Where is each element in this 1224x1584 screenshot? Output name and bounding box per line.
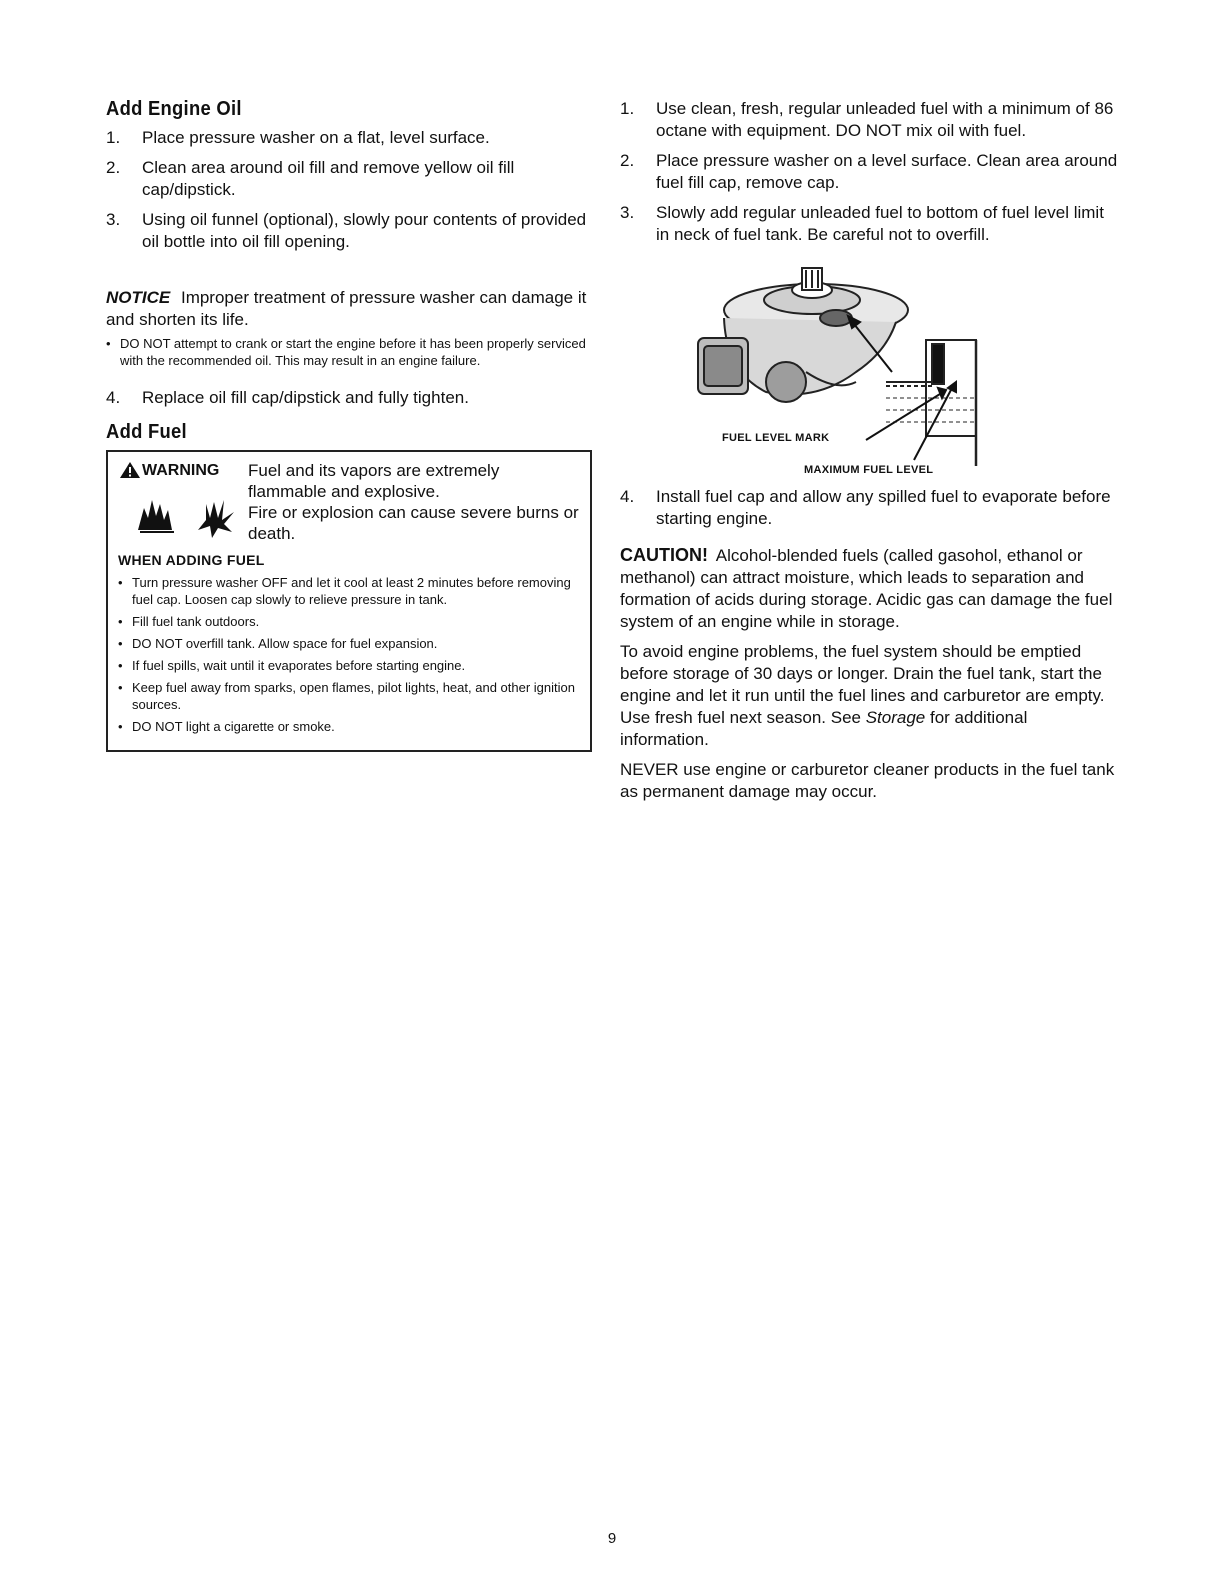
- bullet-text: DO NOT overfill tank. Allow space for fuel expansion.: [132, 636, 438, 651]
- warning-header: [118, 460, 580, 544]
- bullet-text: Turn pressure washer OFF and let it cool at least 2 minutes before removing fuel cap. Loosen cap slowly to relieve pressure in tank.: [132, 575, 571, 607]
- storage-reference: Storage: [865, 708, 926, 727]
- warning-line-1: Fuel and its vapors are extremely flammable and explosive.: [248, 461, 500, 501]
- notice-bullet-text: DO NOT attempt to crank or start the engine before it has been properly serviced with the recommended oil. This may result in an engine failure.: [120, 336, 586, 368]
- list-item: • If fuel spills, wait until it evaporates before starting engine.: [118, 658, 466, 673]
- bullet-text: If fuel spills, wait until it evaporates before starting engine.: [132, 658, 466, 673]
- step-number: 1.: [106, 128, 121, 147]
- fuel-level-mark-label: FUEL LEVEL MARK: [722, 432, 830, 444]
- step-number: 4.: [106, 388, 121, 407]
- warning-icons: [118, 460, 248, 540]
- warning-line-2: Fire or explosion can cause severe burns or death.: [248, 503, 579, 543]
- oil-step-1: [106, 127, 592, 149]
- step-text: Slowly add regular unleaded fuel to bottom of fuel level limit in neck of fuel tank. Be careful not to overfill.: [656, 203, 1104, 244]
- list-item: • DO NOT overfill tank. Allow space for fuel expansion.: [118, 636, 438, 651]
- fuel-neck-detail: [886, 340, 976, 466]
- bullet-text: Fill fuel tank outdoors.: [132, 614, 260, 629]
- engine-illustration: [686, 262, 996, 478]
- warning-word: WARNING: [142, 462, 220, 479]
- step-text: Using oil funnel (optional), slowly pour contents of provided oil bottle into oil fill opening.: [142, 210, 587, 251]
- fuel-step-4: [620, 486, 1120, 530]
- list-item: • Turn pressure washer OFF and let it cool at least 2 minutes before removing fuel cap. Loosen cap slowly to relieve pressure in tank.: [118, 574, 580, 608]
- caution-label: CAUTION!: [620, 545, 708, 565]
- warning-box: [106, 450, 592, 752]
- engine-fuel-level-figure: [686, 262, 996, 478]
- list-item: • Fill fuel tank outdoors.: [118, 614, 260, 629]
- step-number: 4.: [620, 487, 635, 506]
- engine-icon: [698, 268, 908, 402]
- warning-messages: [248, 460, 580, 544]
- step-number: 3.: [106, 210, 121, 229]
- storage-paragraph: [620, 641, 1120, 751]
- bullet-text: Keep fuel away from sparks, open flames, pilot lights, heat, and other ignition sources.: [132, 680, 575, 712]
- caution-text: Alcohol-blended fuels (called gasohol, ethanol or methanol) can attract moisture, which leads to separation and formation of acids during storage. Acidic gas can damage the fuel system of an engine while in storage.: [620, 546, 1113, 631]
- add-engine-oil-heading: Add Engine Oil: [106, 98, 242, 120]
- bullet-text: DO NOT light a cigarette or smoke.: [132, 719, 335, 734]
- step-text: Place pressure washer on a flat, level surface.: [142, 128, 490, 147]
- list-item: • DO NOT attempt to crank or start the engine before it has been properly serviced with the recommended oil. This may result in an engine failure.: [106, 335, 592, 369]
- caution-paragraph: [620, 544, 1120, 633]
- fuel-step-1: [620, 98, 1120, 142]
- oil-step-4: [106, 387, 592, 409]
- list-item: • Keep fuel away from sparks, open flames, pilot lights, heat, and other ignition sources.: [118, 679, 580, 713]
- never-paragraph: NEVER use engine or carburetor cleaner products in the fuel tank as permanent damage may occur.: [620, 760, 1115, 801]
- fire-icon: [138, 500, 174, 532]
- maximum-fuel-level-label: MAXIMUM FUEL LEVEL: [804, 464, 934, 476]
- list-item: • DO NOT light a cigarette or smoke.: [118, 719, 335, 734]
- fuel-step-3: [620, 202, 1120, 246]
- oil-step-2: [106, 157, 592, 201]
- notice-bullets: [106, 335, 592, 369]
- step-number: 2.: [620, 151, 635, 170]
- step-number: 2.: [106, 158, 121, 177]
- page-number: 9: [607, 1530, 617, 1547]
- add-fuel-heading: Add Fuel: [106, 421, 187, 443]
- oil-step-3: [106, 209, 592, 253]
- step-number: 1.: [620, 99, 635, 118]
- when-adding-fuel-heading: WHEN ADDING FUEL: [118, 552, 265, 568]
- right-column: [620, 98, 1120, 811]
- warning-bullets: [118, 574, 580, 735]
- step-text: Place pressure washer on a level surface. Clean area around fuel fill cap, remove cap.: [656, 151, 1118, 192]
- notice-label: NOTICE: [106, 288, 171, 307]
- fuel-step-2: [620, 150, 1120, 194]
- notice-text: Improper treatment of pressure washer can damage it and shorten its life.: [106, 288, 587, 329]
- arrow-icon: [848, 316, 956, 460]
- step-text: Install fuel cap and allow any spilled fuel to evaporate before starting engine.: [656, 487, 1111, 528]
- step-text: Use clean, fresh, regular unleaded fuel with a minimum of 86 octane with equipment. DO NOT mix oil with fuel.: [656, 99, 1114, 140]
- alert-triangle-icon: [120, 462, 140, 478]
- step-text: Replace oil fill cap/dipstick and fully tighten.: [142, 388, 469, 407]
- storage-text-after: for additional information.: [620, 708, 1028, 749]
- notice-block: [106, 287, 592, 369]
- step-number: 3.: [620, 203, 635, 222]
- explosion-icon: [198, 500, 234, 538]
- left-column: [106, 98, 592, 752]
- storage-text-before: To avoid engine problems, the fuel system should be emptied before storage of 30 days or longer. Drain the fuel tank, start the engine and let it run until the fuel lines and carburetor are empty. Use fresh fuel next season. See: [620, 642, 1105, 727]
- step-text: Clean area around oil fill and remove yellow oil fill cap/dipstick.: [142, 158, 515, 199]
